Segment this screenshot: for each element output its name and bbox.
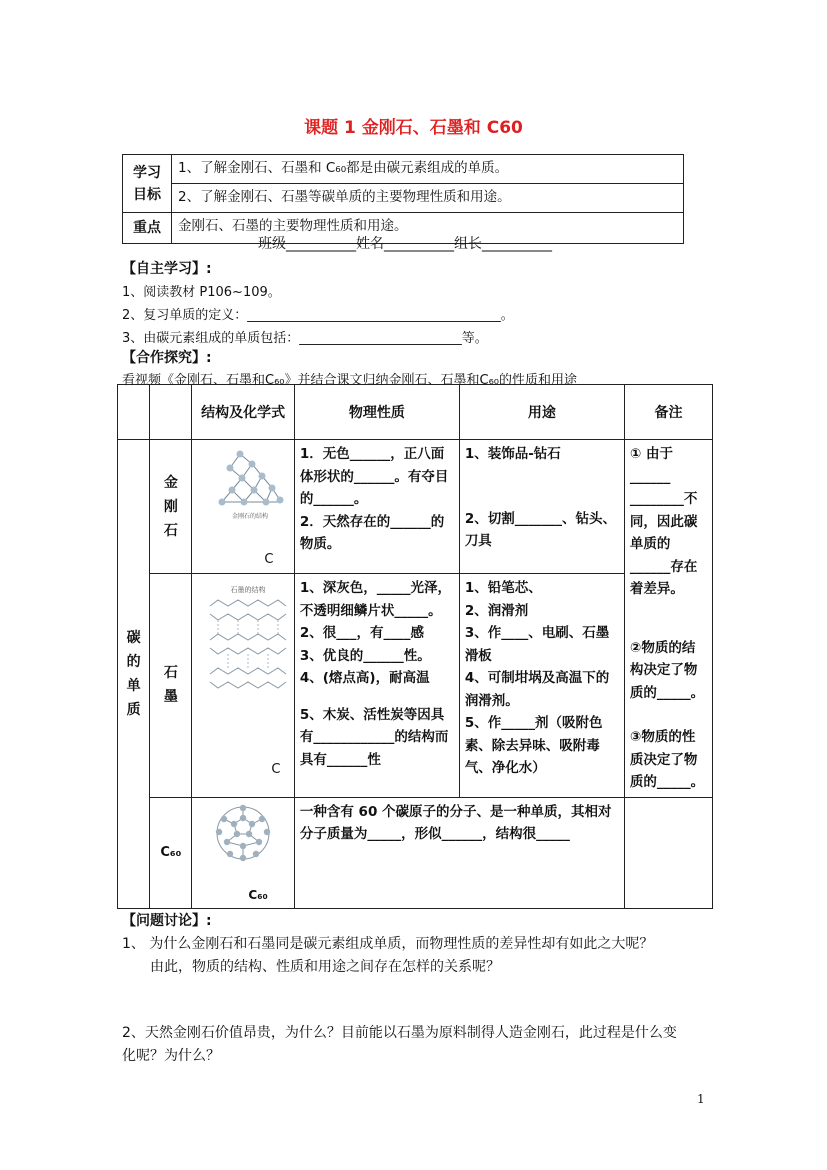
question-1b: 由此，物质的结构、性质和用途之间存在怎样的关系呢？ xyxy=(150,959,500,975)
question-2a: 2、天然金刚石价值昂贵，为什么？目前能以石墨为原料制得人造金刚石，此过程是什么变 xyxy=(122,1025,677,1041)
diamond-properties: 1．无色______，正八面体形状的______。有夺目的______。 2．天然存在的______的物质。 xyxy=(294,440,459,574)
diamond-name-cell xyxy=(150,440,192,574)
self-study-item-2: 2、复习单质的定义：_______________________________________。 xyxy=(122,308,514,323)
key-point: 金刚石、石墨的主要物理性质和用途。 xyxy=(172,213,684,244)
goal-2: 2、了解金刚石、石墨等碳单质的主要物理性质和用途。 xyxy=(172,184,684,213)
header-structure: 结构及化学式 xyxy=(192,385,294,440)
header-uses: 用途 xyxy=(459,385,624,440)
diamond-structure-cell xyxy=(192,440,294,574)
graphite-properties: 1、深灰色，_____光泽，不透明细鳞片状_____。 2、很___，有____感 3、优良的______性。 4、(熔点高)，耐高温 5、木炭、活性炭等因具有____________的结构而具有______性 xyxy=(294,574,459,797)
c60-structure-figure xyxy=(212,802,274,864)
c60-formula: C₆₀ xyxy=(248,887,268,902)
diamond-structure-figure xyxy=(210,446,290,524)
self-study-item-1: 1、阅读教材 P106~109。 xyxy=(122,285,281,300)
group-label-cell xyxy=(118,440,150,909)
self-study-item-3: 3、由碳元素组成的单质包括：_________________________等。 xyxy=(122,331,488,346)
c60-name: C₆₀ xyxy=(160,845,182,860)
remark-1: ① 由于______ ________不同，因此碳单质的______存在着差异。 xyxy=(629,446,698,597)
c60-structure-cell xyxy=(192,797,294,908)
remark-3: ③物质的性质决定了物质的_____。 xyxy=(629,729,705,790)
graphite-structure-cell xyxy=(192,574,294,797)
svg-text:金刚石的结构: 金刚石的结构 xyxy=(232,513,269,520)
diamond-uses: 1、装饰品-钻石 2、切割_______、钻头、刀具 xyxy=(459,440,624,574)
question-1a: 1、 为什么金刚石和石墨同是碳元素组成单质，而物理性质的差异性却有如此之大呢？ xyxy=(122,936,654,952)
question-2b: 化呢？为什么？ xyxy=(122,1048,220,1064)
header-properties: 物理性质 xyxy=(294,385,459,440)
header-blank-1 xyxy=(118,385,150,440)
objectives-table xyxy=(122,154,684,244)
graphite-name-cell xyxy=(150,574,192,797)
diamond-formula: C xyxy=(264,552,274,567)
c60-description: 一种含有 60 个碳原子的分子、是一种单质，其相对分子质量为_____，形似______，结构很_____ xyxy=(294,797,624,908)
remarks-cell xyxy=(624,440,712,798)
c60-remarks-blank xyxy=(624,797,712,908)
objective-label: 学习 目标 xyxy=(123,155,172,213)
graphite-name: 石墨 xyxy=(163,665,178,706)
self-study-heading: 【自主学习】: xyxy=(122,261,212,277)
remark-2: ②物质的结构决定了物质的_____。 xyxy=(629,639,705,701)
diamond-name: 金刚石 xyxy=(163,474,178,539)
discussion-heading: 【问题讨论】: xyxy=(122,913,212,929)
svg-text:石墨的结构: 石墨的结构 xyxy=(230,586,266,595)
graphite-uses: 1、铅笔芯、 2、润滑剂 3、作____、电刷、石墨滑板 4、可制坩埚及高温下的润滑剂。 5、作_____剂（吸附色素、除去异味、吸附毒气、净化水） xyxy=(459,574,624,797)
goal-1: 1、了解金刚石、石墨和 C₆₀都是由碳元素组成的单质。 xyxy=(172,155,684,184)
carbon-table xyxy=(117,384,713,909)
page-title: 课题 1 金刚石、石墨和 C60 xyxy=(304,118,523,138)
graphite-formula: C xyxy=(271,762,281,778)
cooperate-intro: 看视频《金刚石、石墨和C₆₀》并结合课文归纳金刚石、石墨和C₆₀的性质和用途 xyxy=(122,373,578,388)
header-remarks: 备注 xyxy=(624,385,712,440)
cooperate-heading: 【合作探究】: xyxy=(122,350,212,366)
page-number: 1 xyxy=(697,1092,705,1106)
c60-name-cell xyxy=(150,797,192,908)
group-label: 碳的单质 xyxy=(126,629,141,718)
header-blank-2 xyxy=(150,385,192,440)
graphite-structure-figure xyxy=(206,584,290,694)
key-point-label: 重点 xyxy=(123,213,172,244)
class-info-line: 班级__________姓名__________组长__________ xyxy=(258,236,552,252)
